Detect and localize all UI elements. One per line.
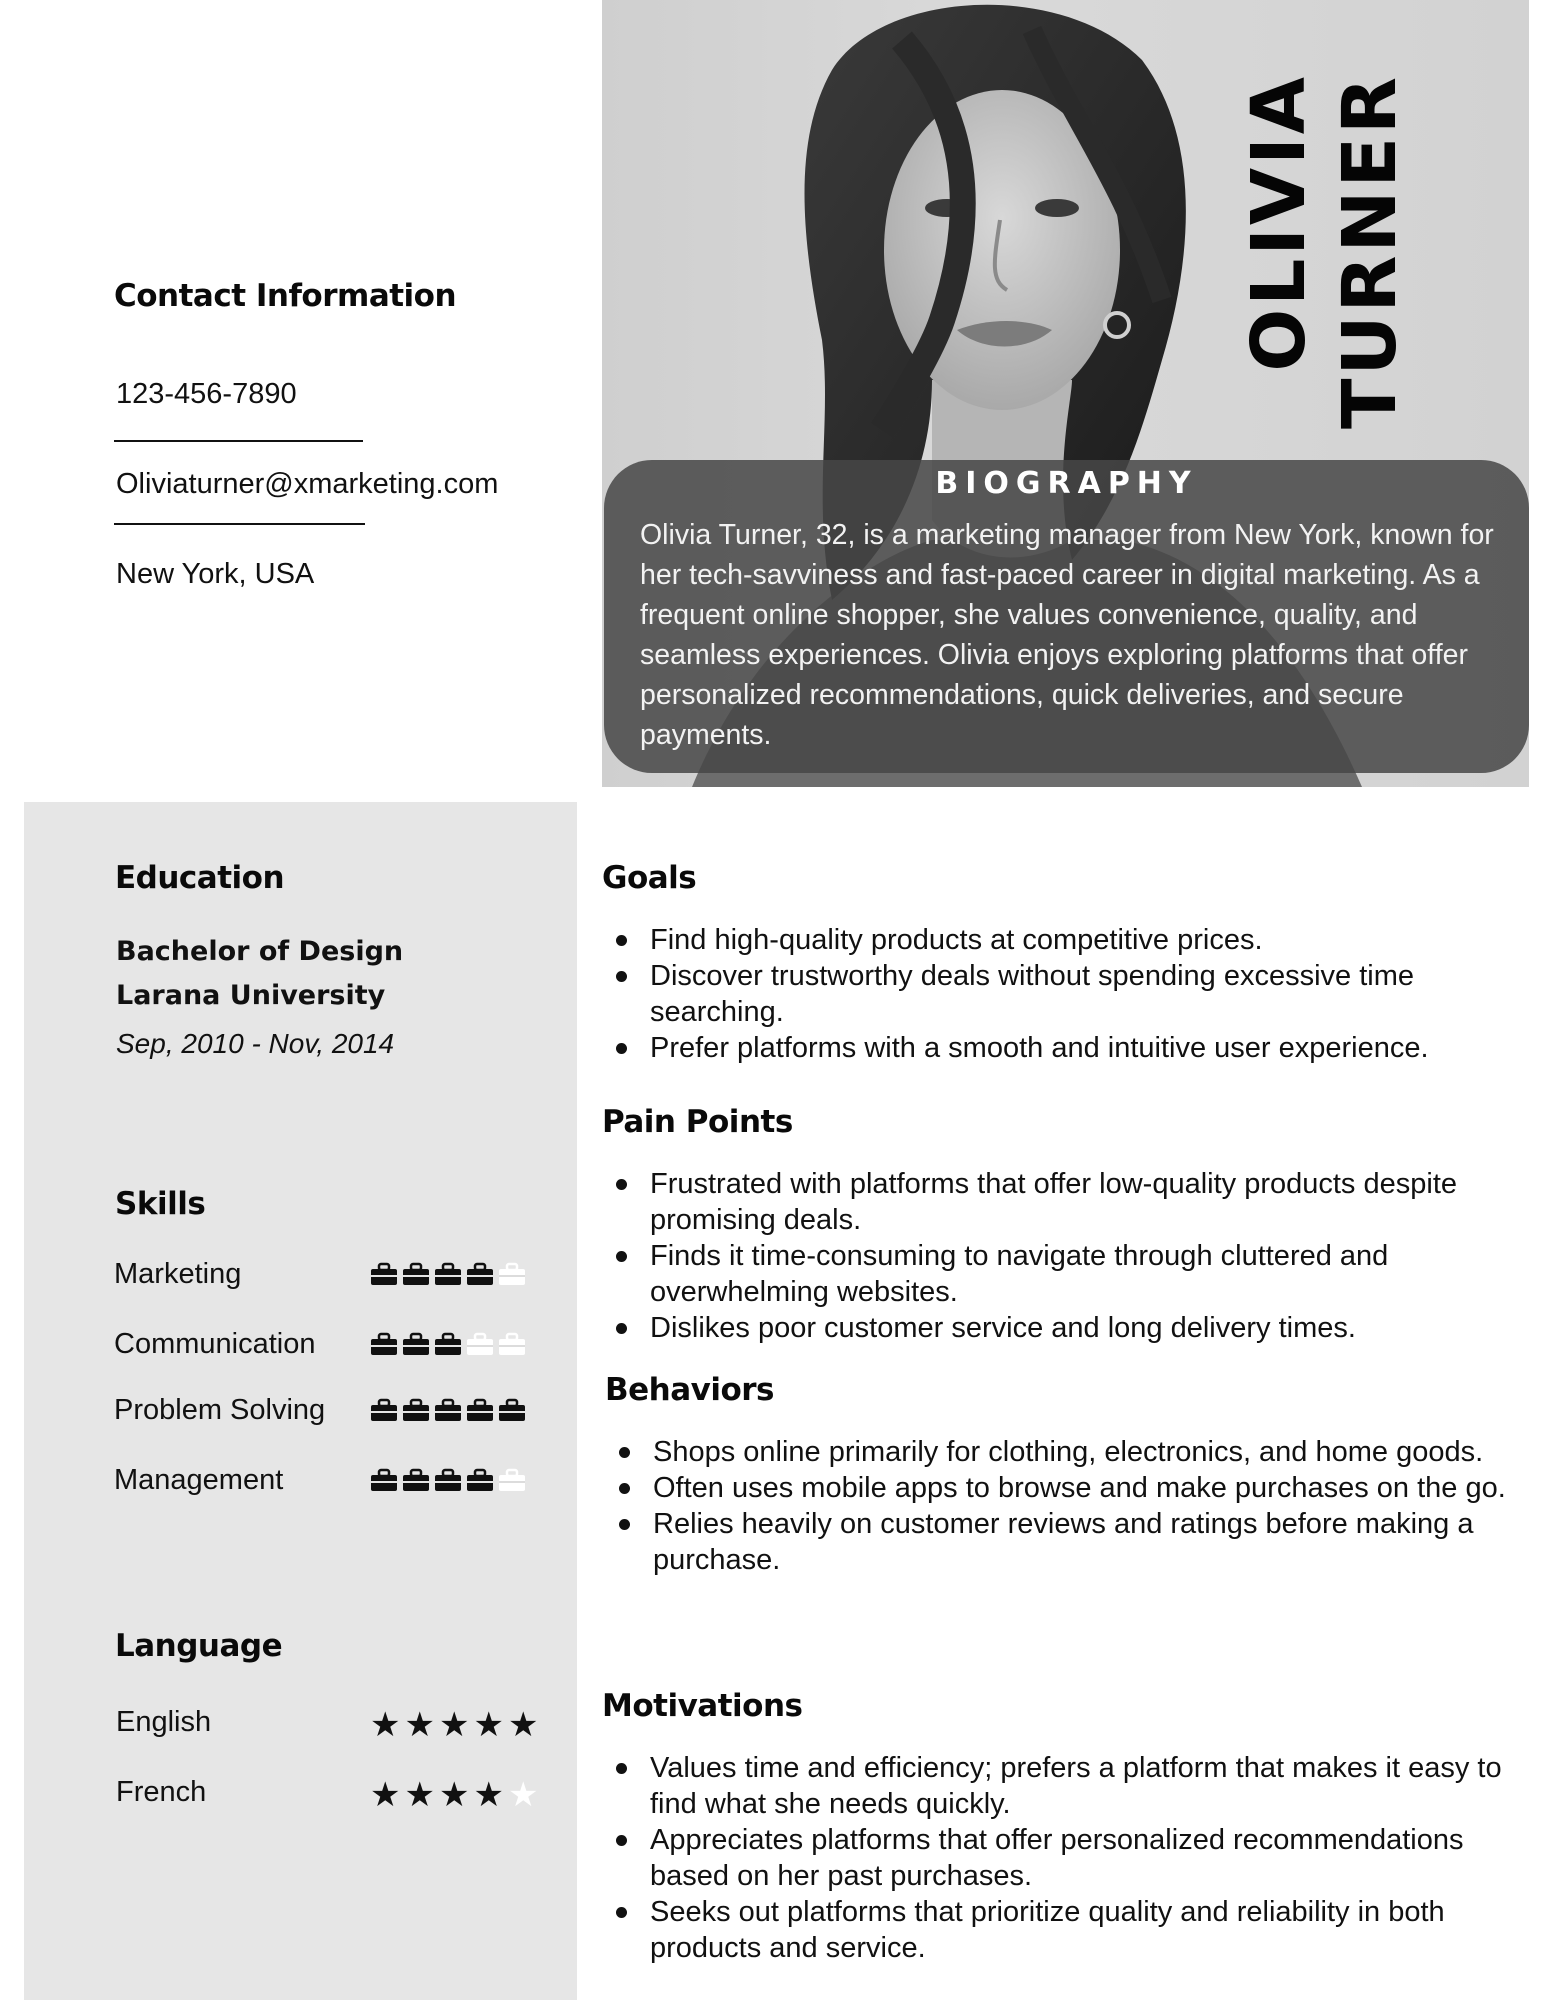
star-icon: ★	[507, 1706, 539, 1744]
star-icon: ★	[370, 1706, 401, 1744]
divider	[114, 440, 363, 442]
behaviors-list	[605, 1434, 1525, 1578]
star-icon: ★	[473, 1706, 504, 1744]
list-item: Values time and efficiency; prefers a platform that makes it easy to find what she needs quickly.	[602, 1750, 1522, 1822]
briefcase-icon	[466, 1262, 494, 1286]
list-item: Discover trustworthy deals without spending excessive time searching.	[602, 958, 1502, 1030]
education-degree: Bachelor of Design	[116, 936, 404, 967]
briefcase-icon	[466, 1332, 494, 1356]
education-heading: Education	[115, 860, 285, 896]
star-icon: ★	[507, 1776, 539, 1814]
list-item: Prefer platforms with a smooth and intuitive user experience.	[602, 1030, 1502, 1066]
briefcase-icon	[434, 1262, 462, 1286]
skill-rating	[370, 1468, 526, 1492]
language-rating	[370, 1778, 538, 1812]
education-dates: Sep, 2010 - Nov, 2014	[116, 1028, 395, 1059]
star-icon: ★	[438, 1706, 470, 1744]
language-heading: Language	[115, 1628, 283, 1664]
star-icon: ★	[473, 1776, 504, 1814]
briefcase-icon	[466, 1468, 494, 1492]
list-item: Frustrated with platforms that offer low-quality products despite promising deals.	[602, 1166, 1502, 1238]
skill-label: Marketing	[114, 1258, 242, 1290]
first-name: OLIVIA	[1236, 74, 1322, 372]
goals-heading: Goals	[602, 860, 697, 896]
star-icon: ★	[404, 1706, 435, 1744]
skill-rating	[370, 1332, 526, 1356]
briefcase-icon	[434, 1332, 462, 1356]
contact-heading: Contact Information	[114, 278, 457, 314]
list-item: Finds it time-consuming to navigate through cluttered and overwhelming websites.	[602, 1238, 1502, 1310]
star-icon: ★	[404, 1776, 435, 1814]
last-name: TURNER	[1327, 74, 1413, 430]
pain-points-heading: Pain Points	[602, 1104, 793, 1140]
skill-rating	[370, 1398, 526, 1422]
briefcase-icon	[402, 1262, 430, 1286]
list-item: Find high-quality products at competitive prices.	[602, 922, 1502, 958]
list-item: Relies heavily on customer reviews and ratings before making a purchase.	[605, 1506, 1525, 1578]
biography-text: Olivia Turner, 32, is a marketing manager from New York, known for her tech-savviness and fast-paced career in digital marketing. As a frequent online shopper, she values convenience, quality, and seamless experiences. Olivia enjoys exploring platforms that offer personalized recommendations, quick deliveries, and secure payments.	[640, 519, 1494, 751]
contact-location: New York, USA	[116, 558, 315, 590]
briefcase-icon	[402, 1332, 430, 1356]
language-label: French	[116, 1776, 207, 1808]
list-item: Shops online primarily for clothing, electronics, and home goods.	[605, 1434, 1525, 1470]
briefcase-icon	[434, 1468, 462, 1492]
list-item: Seeks out platforms that prioritize quality and reliability in both products and service.	[602, 1894, 1522, 1966]
briefcase-icon	[370, 1398, 398, 1422]
briefcase-icon	[370, 1332, 398, 1356]
briefcase-icon	[498, 1332, 526, 1356]
pain-points-list	[602, 1166, 1502, 1346]
motivations-list	[602, 1750, 1522, 1966]
briefcase-icon	[434, 1398, 462, 1422]
briefcase-icon	[402, 1398, 430, 1422]
skill-label: Communication	[114, 1328, 316, 1360]
briefcase-icon	[498, 1262, 526, 1286]
skill-rating	[370, 1262, 526, 1286]
briefcase-icon	[498, 1398, 526, 1422]
language-rating	[370, 1708, 538, 1742]
list-item: Dislikes poor customer service and long delivery times.	[602, 1310, 1502, 1346]
list-item: Often uses mobile apps to browse and make purchases on the go.	[605, 1470, 1525, 1506]
motivations-heading: Motivations	[602, 1688, 803, 1724]
divider	[114, 523, 365, 525]
star-icon: ★	[438, 1776, 470, 1814]
briefcase-icon	[370, 1468, 398, 1492]
goals-list	[602, 922, 1502, 1066]
education-school: Larana University	[116, 980, 386, 1011]
skill-label: Problem Solving	[114, 1394, 326, 1426]
briefcase-icon	[370, 1262, 398, 1286]
briefcase-icon	[498, 1468, 526, 1492]
list-item: Appreciates platforms that offer personalized recommendations based on her past purchases.	[602, 1822, 1522, 1894]
skill-label: Management	[114, 1464, 284, 1496]
behaviors-heading: Behaviors	[605, 1372, 775, 1408]
skills-heading: Skills	[115, 1186, 206, 1222]
biography-heading: BIOGRAPHY	[935, 466, 1198, 501]
star-icon: ★	[370, 1776, 401, 1814]
briefcase-icon	[466, 1398, 494, 1422]
language-label: English	[116, 1706, 212, 1738]
contact-phone[interactable]: 123-456-7890	[116, 378, 297, 410]
contact-email[interactable]: Oliviaturner@xmarketing.com	[116, 468, 499, 500]
briefcase-icon	[402, 1468, 430, 1492]
